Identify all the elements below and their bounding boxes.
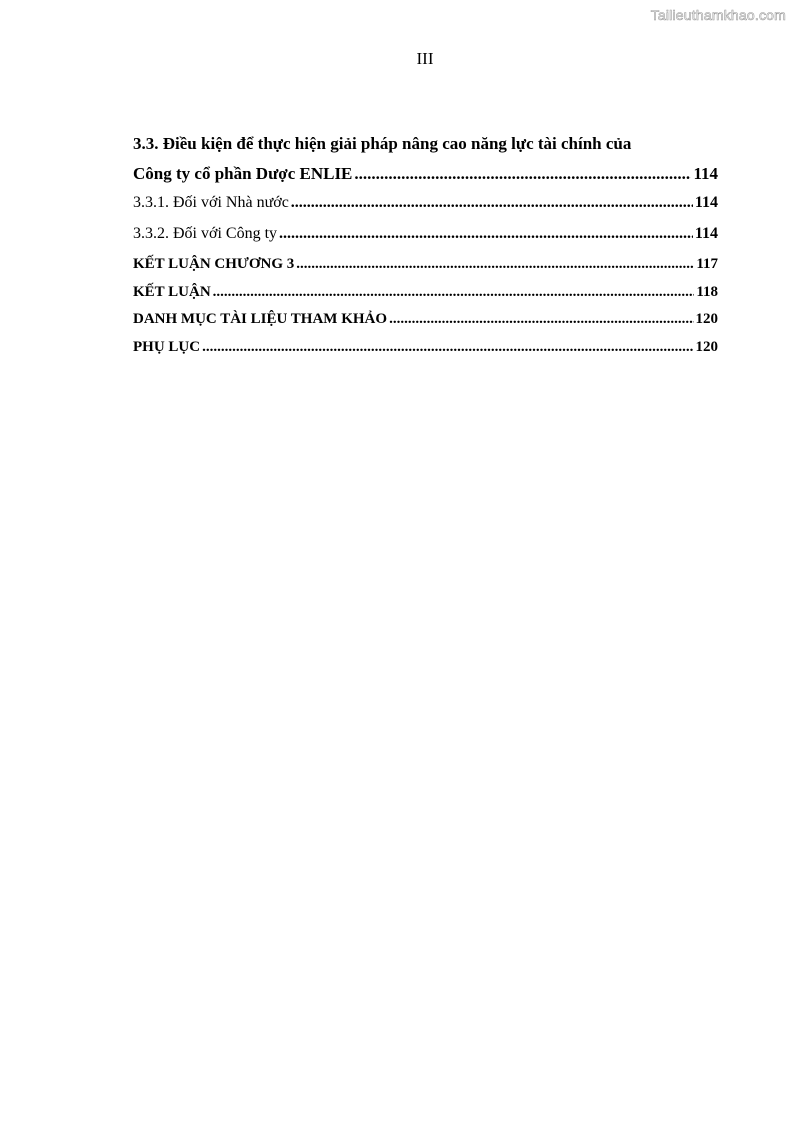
toc-entry-page: 117	[696, 256, 718, 272]
toc-entry-3-3-heading	[133, 134, 718, 154]
toc-entry-label: 3.3.1. Đối với Nhà nước	[133, 194, 289, 211]
toc-entry-label: PHỤ LỤC	[133, 339, 201, 355]
toc-entry-page: 120	[695, 311, 718, 327]
toc-entry-page: 114	[694, 194, 718, 211]
toc-entry-label: 3.3. Điều kiện để thực hiện giải pháp nâng cao năng lực tài chính của	[133, 134, 632, 153]
toc-entry-ket-luan[interactable]	[133, 284, 718, 301]
toc-entry-label: KẾT LUẬN CHƯƠNG 3	[133, 256, 295, 272]
toc-entry-label: Công ty cổ phần Dược ENLIE	[133, 164, 353, 183]
page-number: III	[416, 49, 434, 68]
dot-leader	[291, 194, 693, 212]
dot-leader	[279, 225, 693, 243]
dot-leader	[296, 256, 694, 273]
toc-entry-label: DANH MỤC TÀI LIỆU THAM KHẢO	[133, 311, 388, 327]
dot-leader	[213, 284, 695, 301]
toc-entry-label: 3.3.2. Đối với Công ty	[133, 225, 278, 242]
toc-entry-page: 118	[696, 284, 718, 300]
toc-entry-page: 120	[695, 339, 718, 355]
toc-entry-page: 114	[694, 225, 718, 242]
toc-entry-label: KẾT LUẬN	[133, 284, 211, 300]
dot-leader	[389, 311, 693, 328]
toc-entry-page: 114	[693, 164, 718, 183]
watermark: Tailieuthamkhao.com	[650, 7, 786, 23]
dot-leader	[202, 339, 693, 356]
toc-entry-3-3-1[interactable]	[133, 194, 718, 212]
toc-entry-3-3[interactable]	[133, 164, 718, 184]
toc-entry-3-3-2[interactable]	[133, 225, 718, 243]
dot-leader	[354, 164, 691, 184]
toc-entry-phu-luc[interactable]	[133, 339, 718, 356]
toc-entry-tai-lieu-tham-khao[interactable]	[133, 311, 718, 328]
toc-entry-ket-luan-chuong-3[interactable]	[133, 256, 718, 273]
